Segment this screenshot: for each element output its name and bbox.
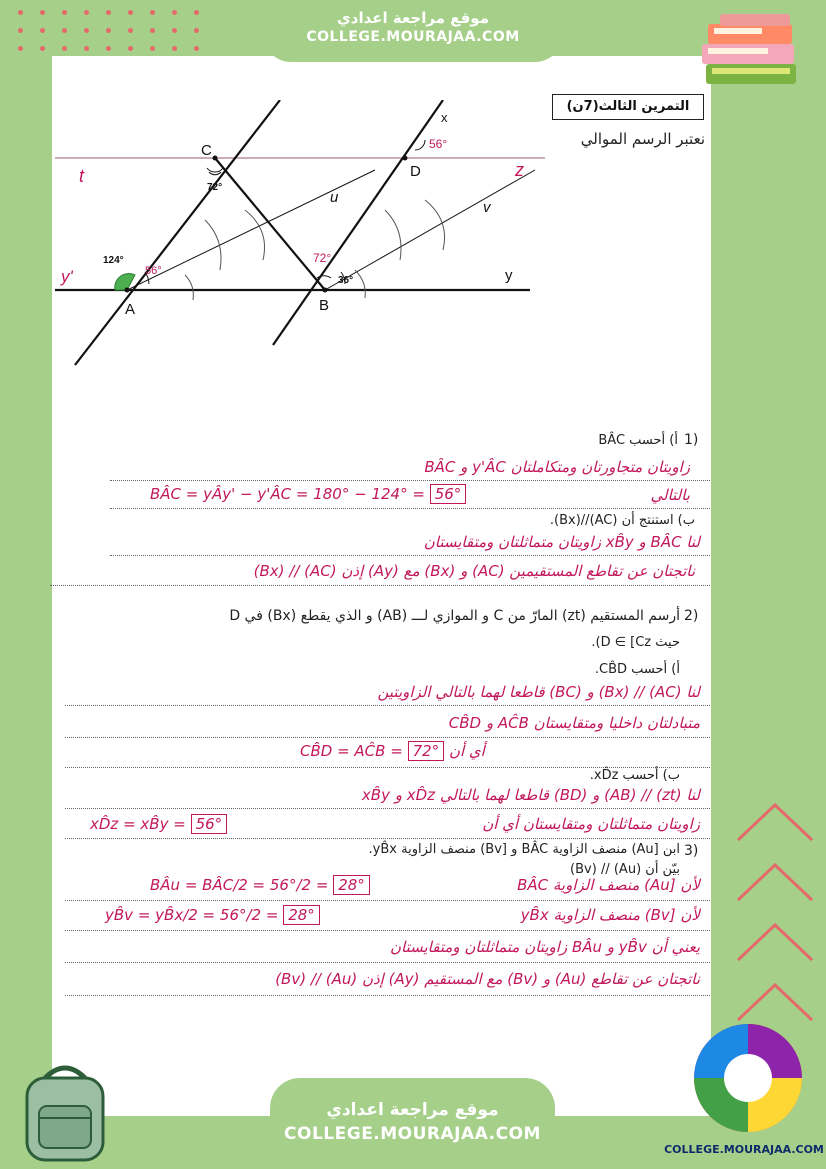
q2b-answer-line2: زاويتان متماثلتان ومتقايستان أي أن bbox=[482, 815, 700, 833]
q2b-answer-eq: xD̂z = xB̂y = 56° bbox=[90, 815, 350, 833]
label-d: D bbox=[410, 163, 421, 180]
exercise-subtitle: نعتبر الرسم الموالي bbox=[580, 130, 705, 148]
angle-label-36: 36° bbox=[338, 275, 354, 286]
q2-prompt: أرسم المستقيم (zt) المارّ من C و الموازي لـــ (AB) و الذي يقطع (Bx) في D bbox=[229, 608, 680, 624]
q1-number: 1) bbox=[684, 432, 699, 448]
q1a-answer-line2: BÂC = yÂy' − y'ÂC = 180° − 124° = 56° bbox=[150, 485, 550, 503]
logo-url[interactable]: COLLEGE.MOURAJAA.COM bbox=[664, 1143, 824, 1156]
books-icon bbox=[700, 12, 805, 92]
q1a-prompt: أ) أحسب BÂC bbox=[598, 433, 678, 448]
exercise-title: التمرين الثالث(7ن) bbox=[552, 94, 704, 120]
chevron-decoration bbox=[730, 790, 820, 1030]
q1a-answer-line1: زاويتان متجاورتان ومتكاملتان y'ÂC و BÂC bbox=[424, 458, 690, 476]
q3-answer-line3: يعني أن yB̂v و BÂu زاويتان متماثلتان ومتقايستان bbox=[390, 938, 700, 956]
q2a-answer-line2: متبادلتان داخليا ومتقايستان AĈB و CB̂D bbox=[448, 714, 700, 732]
angle-label-72-c: 72° bbox=[207, 182, 223, 193]
label-y-prime: y' bbox=[61, 267, 73, 286]
label-b: B bbox=[319, 297, 330, 314]
angle-label-124: 124° bbox=[103, 255, 124, 266]
site-logo-icon bbox=[690, 1020, 820, 1140]
footer-site-name: موقع مراجعة اعدادي bbox=[326, 1100, 499, 1120]
label-y: y bbox=[505, 267, 513, 284]
footer-banner bbox=[270, 1078, 555, 1169]
q1a-answer-line3: بالتالي bbox=[650, 486, 690, 504]
label-a: A bbox=[125, 301, 136, 318]
q3-answer-line2-tail: لأن [Bv) منصف الزاوية yB̂x bbox=[520, 906, 700, 924]
q2-condition: حيث D ∈ [Cz). bbox=[591, 635, 680, 650]
backpack-icon bbox=[15, 1058, 115, 1163]
q1b-answer-line1: لنا BÂC و xB̂y زاويتان متماثلتان ومتقايستان bbox=[423, 533, 700, 551]
label-z: z bbox=[515, 160, 524, 180]
label-t: t bbox=[79, 166, 85, 186]
q2a-result-box: 72° bbox=[408, 741, 445, 761]
footer-site-url[interactable]: COLLEGE.MOURAJAA.COM bbox=[284, 1124, 541, 1144]
q3-number: 3) bbox=[684, 843, 699, 859]
q3-result-box-2: 28° bbox=[283, 905, 320, 925]
q2a-answer-line3: CB̂D = AĈB = 72° أي أن bbox=[300, 742, 485, 760]
q2-number: 2) bbox=[684, 608, 699, 624]
angle-label-56-d: 56° bbox=[429, 137, 448, 151]
q2a-answer-line1: لنا (AC) // (Bx) و (BC) قاطعا لهما بالتالي الزاويتين bbox=[377, 683, 700, 701]
header-banner bbox=[263, 0, 563, 62]
q2b-answer-line1: لنا (zt) // (AB) و (BD) قاطعا لهما بالتالي xD̂z و xB̂y bbox=[361, 786, 700, 804]
q3-answer-line2: yB̂v = yB̂x/2 = 56°/2 = 28° bbox=[105, 906, 335, 924]
label-c: C bbox=[201, 142, 212, 159]
q1b-prompt: ب) استنتج أن (AC)//(Bx). bbox=[549, 513, 695, 528]
label-x: x bbox=[441, 110, 448, 125]
q1a-result-box: 56° bbox=[430, 484, 467, 504]
q3-answer-line4: ناتجتان عن تقاطع (Au) و (Bv) مع المستقيم (Ay) إذن (Au) // (Bv) bbox=[275, 970, 700, 988]
label-u: u bbox=[330, 189, 339, 206]
angle-label-56-a: 56° bbox=[145, 265, 162, 277]
q2b-prompt: ب) أحسب xD̂z. bbox=[589, 768, 680, 783]
label-v: v bbox=[483, 199, 491, 216]
decorative-dots bbox=[0, 0, 220, 60]
q3-prompt: ابن [Au) منصف الزاوية BÂC و [Bv) منصف الزاوية yB̂x. bbox=[368, 842, 680, 857]
q2a-prompt: أ) أحسب CB̂D. bbox=[594, 662, 680, 677]
angle-label-72-b: 72° bbox=[313, 251, 332, 265]
geometry-figure bbox=[55, 100, 545, 370]
q3-answer-line1: BÂu = BÂC/2 = 56°/2 = 28° bbox=[150, 876, 380, 894]
header-site-name: موقع مراجعة اعدادي bbox=[337, 9, 489, 27]
q3-answer-line1-tail: لأن [Au) منصف الزاوية BÂC bbox=[517, 876, 700, 894]
q3b-prompt: بيّن أن (Au) // (Bv) bbox=[570, 862, 680, 877]
q2b-result-box: 56° bbox=[191, 814, 228, 834]
q1b-answer-line2: ناتجتان عن تقاطع المستقيمين (AC) و (Bx) مع (Ay) إذن (AC) // (Bx) bbox=[253, 562, 695, 580]
header-site-url[interactable]: COLLEGE.MOURAJAA.COM bbox=[306, 29, 520, 45]
q3-result-box-1: 28° bbox=[333, 875, 370, 895]
